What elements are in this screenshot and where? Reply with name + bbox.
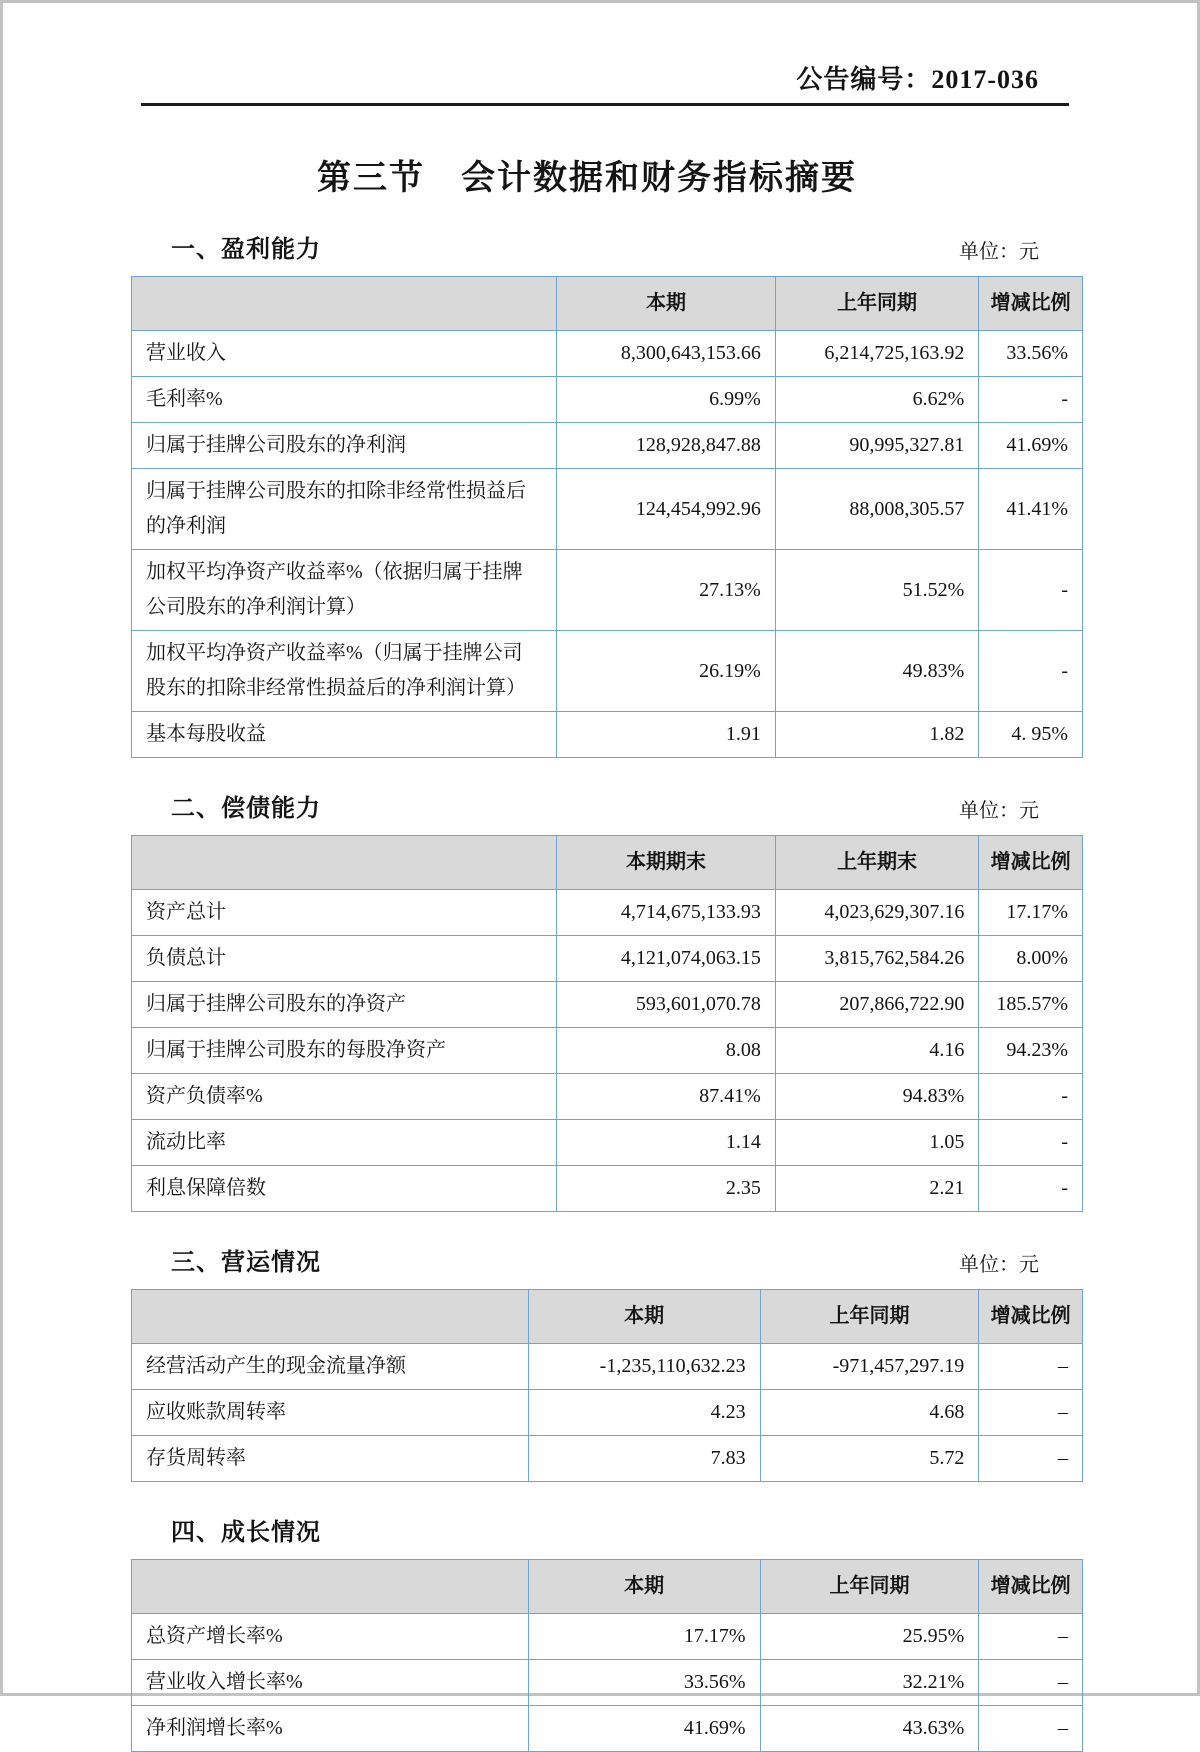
current-value-cell: 4,121,074,063.15: [557, 936, 776, 982]
prior-value-cell: 51.52%: [775, 550, 979, 631]
table-row: [132, 890, 1083, 936]
page-content: [131, 3, 1083, 1752]
table-row: [132, 1166, 1083, 1212]
col-header-current: 本期: [528, 1560, 760, 1614]
section-profitability: [131, 229, 1083, 758]
prior-value-cell: 1.82: [775, 712, 979, 758]
current-value-cell: 2.35: [557, 1166, 776, 1212]
row-label-cell: 流动比率: [132, 1120, 557, 1166]
col-header-empty: [132, 1290, 529, 1344]
change-value-cell: –: [979, 1390, 1083, 1436]
col-header-change: 增减比例: [979, 1290, 1083, 1344]
change-value-cell: -: [979, 377, 1083, 423]
change-value-cell: 33.56%: [979, 331, 1083, 377]
table-row: [132, 1074, 1083, 1120]
prior-value-cell: 43.63%: [760, 1706, 979, 1752]
prior-value-cell: 4.68: [760, 1390, 979, 1436]
unit-label: 单位：元: [959, 1254, 1039, 1276]
row-label-cell: 归属于挂牌公司股东的扣除非经常性损益后的净利润: [132, 469, 557, 550]
unit-label: 单位：元: [959, 800, 1039, 822]
table-row: [132, 331, 1083, 377]
row-label-cell: 营业收入: [132, 331, 557, 377]
col-header-empty: [132, 1560, 529, 1614]
page-title: 第三节 会计数据和财务指标摘要: [317, 159, 857, 197]
change-value-cell: -: [979, 1120, 1083, 1166]
unit-label: 单位：元: [959, 241, 1039, 263]
prior-value-cell: 3,815,762,584.26: [775, 936, 979, 982]
section-header-row: [131, 788, 1083, 823]
prior-value-cell: 32.21%: [760, 1660, 979, 1706]
section-header-row: [131, 229, 1083, 264]
change-value-cell: 94.23%: [979, 1028, 1083, 1074]
change-value-cell: 4. 95%: [979, 712, 1083, 758]
change-value-cell: –: [979, 1344, 1083, 1390]
prior-value-cell: 5.72: [760, 1436, 979, 1482]
current-value-cell: 593,601,070.78: [557, 982, 776, 1028]
col-header-change: 增减比例: [979, 836, 1083, 890]
col-header-current: 本期: [557, 277, 776, 331]
table-row: [132, 423, 1083, 469]
current-value-cell: 41.69%: [528, 1706, 760, 1752]
col-header-prior: 上年同期: [775, 277, 979, 331]
current-value-cell: 8,300,643,153.66: [557, 331, 776, 377]
prior-value-cell: 49.83%: [775, 631, 979, 712]
current-value-cell: 7.83: [528, 1436, 760, 1482]
row-label-cell: 资产负债率%: [132, 1074, 557, 1120]
current-value-cell: 4,714,675,133.93: [557, 890, 776, 936]
growth-table: [131, 1559, 1083, 1752]
row-label-cell: 净利润增长率%: [132, 1706, 529, 1752]
table-row: [132, 1706, 1083, 1752]
row-label-cell: 总资产增长率%: [132, 1614, 529, 1660]
row-label-cell: 经营活动产生的现金流量净额: [132, 1344, 529, 1390]
solvency-table: [131, 835, 1083, 1212]
col-header-prior: 上年期末: [775, 836, 979, 890]
table-row: [132, 936, 1083, 982]
row-label-cell: 负债总计: [132, 936, 557, 982]
prior-value-cell: 4.16: [775, 1028, 979, 1074]
row-label-cell: 归属于挂牌公司股东的净利润: [132, 423, 557, 469]
row-label-cell: 基本每股收益: [132, 712, 557, 758]
change-value-cell: 41.69%: [979, 423, 1083, 469]
header-rule: [141, 103, 1069, 106]
table-row: [132, 1028, 1083, 1074]
doc-number: 公告编号：2017-036: [796, 65, 1039, 94]
change-value-cell: 8.00%: [979, 936, 1083, 982]
section-heading: 四、成长情况: [171, 1519, 321, 1546]
row-label-cell: 资产总计: [132, 890, 557, 936]
col-header-current: 本期: [528, 1290, 760, 1344]
prior-value-cell: 1.05: [775, 1120, 979, 1166]
prior-value-cell: 25.95%: [760, 1614, 979, 1660]
current-value-cell: 128,928,847.88: [557, 423, 776, 469]
change-value-cell: –: [979, 1706, 1083, 1752]
profitability-table: [131, 276, 1083, 758]
current-value-cell: 1.91: [557, 712, 776, 758]
prior-value-cell: 207,866,722.90: [775, 982, 979, 1028]
col-header-prior: 上年同期: [760, 1290, 979, 1344]
row-label-cell: 营业收入增长率%: [132, 1660, 529, 1706]
section-growth: [131, 1512, 1083, 1752]
current-value-cell: 27.13%: [557, 550, 776, 631]
table-header-row: [132, 1560, 1083, 1614]
table-row: [132, 1120, 1083, 1166]
row-label-cell: 存货周转率: [132, 1436, 529, 1482]
prior-value-cell: -971,457,297.19: [760, 1344, 979, 1390]
section-solvency: [131, 788, 1083, 1212]
change-value-cell: –: [979, 1614, 1083, 1660]
section-header-row: [131, 1512, 1083, 1547]
table-row: [132, 550, 1083, 631]
change-value-cell: -: [979, 1074, 1083, 1120]
prior-value-cell: 4,023,629,307.16: [775, 890, 979, 936]
prior-value-cell: 6.62%: [775, 377, 979, 423]
current-value-cell: 4.23: [528, 1390, 760, 1436]
col-header-change: 增减比例: [979, 1560, 1083, 1614]
prior-value-cell: 6,214,725,163.92: [775, 331, 979, 377]
table-header-row: [132, 1290, 1083, 1344]
current-value-cell: 17.17%: [528, 1614, 760, 1660]
col-header-current: 本期期末: [557, 836, 776, 890]
table-row: [132, 1344, 1083, 1390]
section-operations: [131, 1242, 1083, 1482]
change-value-cell: –: [979, 1660, 1083, 1706]
current-value-cell: 8.08: [557, 1028, 776, 1074]
table-header-row: [132, 277, 1083, 331]
current-value-cell: 26.19%: [557, 631, 776, 712]
table-header-row: [132, 836, 1083, 890]
current-value-cell: 33.56%: [528, 1660, 760, 1706]
operations-table: [131, 1289, 1083, 1482]
table-row: [132, 1614, 1083, 1660]
row-label-cell: 归属于挂牌公司股东的每股净资产: [132, 1028, 557, 1074]
change-value-cell: -: [979, 631, 1083, 712]
current-value-cell: 87.41%: [557, 1074, 776, 1120]
col-header-empty: [132, 836, 557, 890]
change-value-cell: -: [979, 550, 1083, 631]
row-label-cell: 毛利率%: [132, 377, 557, 423]
row-label-cell: 加权平均净资产收益率%（归属于挂牌公司股东的扣除非经常性损益后的净利润计算）: [132, 631, 557, 712]
change-value-cell: 185.57%: [979, 982, 1083, 1028]
current-value-cell: -1,235,110,632.23: [528, 1344, 760, 1390]
current-value-cell: 6.99%: [557, 377, 776, 423]
prior-value-cell: 90,995,327.81: [775, 423, 979, 469]
change-value-cell: –: [979, 1436, 1083, 1482]
section-header-row: [131, 1242, 1083, 1277]
table-row: [132, 982, 1083, 1028]
change-value-cell: 17.17%: [979, 890, 1083, 936]
col-header-prior: 上年同期: [760, 1560, 979, 1614]
change-value-cell: -: [979, 1166, 1083, 1212]
prior-value-cell: 94.83%: [775, 1074, 979, 1120]
section-heading: 三、营运情况: [171, 1249, 321, 1276]
row-label-cell: 加权平均净资产收益率%（依据归属于挂牌公司股东的净利润计算）: [132, 550, 557, 631]
current-value-cell: 124,454,992.96: [557, 469, 776, 550]
table-row: [132, 712, 1083, 758]
row-label-cell: 应收账款周转率: [132, 1390, 529, 1436]
table-row: [132, 469, 1083, 550]
col-header-empty: [132, 277, 557, 331]
prior-value-cell: 88,008,305.57: [775, 469, 979, 550]
table-row: [132, 377, 1083, 423]
current-value-cell: 1.14: [557, 1120, 776, 1166]
section-heading: 一、盈利能力: [171, 236, 321, 263]
prior-value-cell: 2.21: [775, 1166, 979, 1212]
table-row: [132, 1660, 1083, 1706]
table-row: [132, 1436, 1083, 1482]
section-heading: 二、偿债能力: [171, 795, 321, 822]
row-label-cell: 利息保障倍数: [132, 1166, 557, 1212]
col-header-change: 增减比例: [979, 277, 1083, 331]
row-label-cell: 归属于挂牌公司股东的净资产: [132, 982, 557, 1028]
table-row: [132, 631, 1083, 712]
change-value-cell: 41.41%: [979, 469, 1083, 550]
table-row: [132, 1390, 1083, 1436]
